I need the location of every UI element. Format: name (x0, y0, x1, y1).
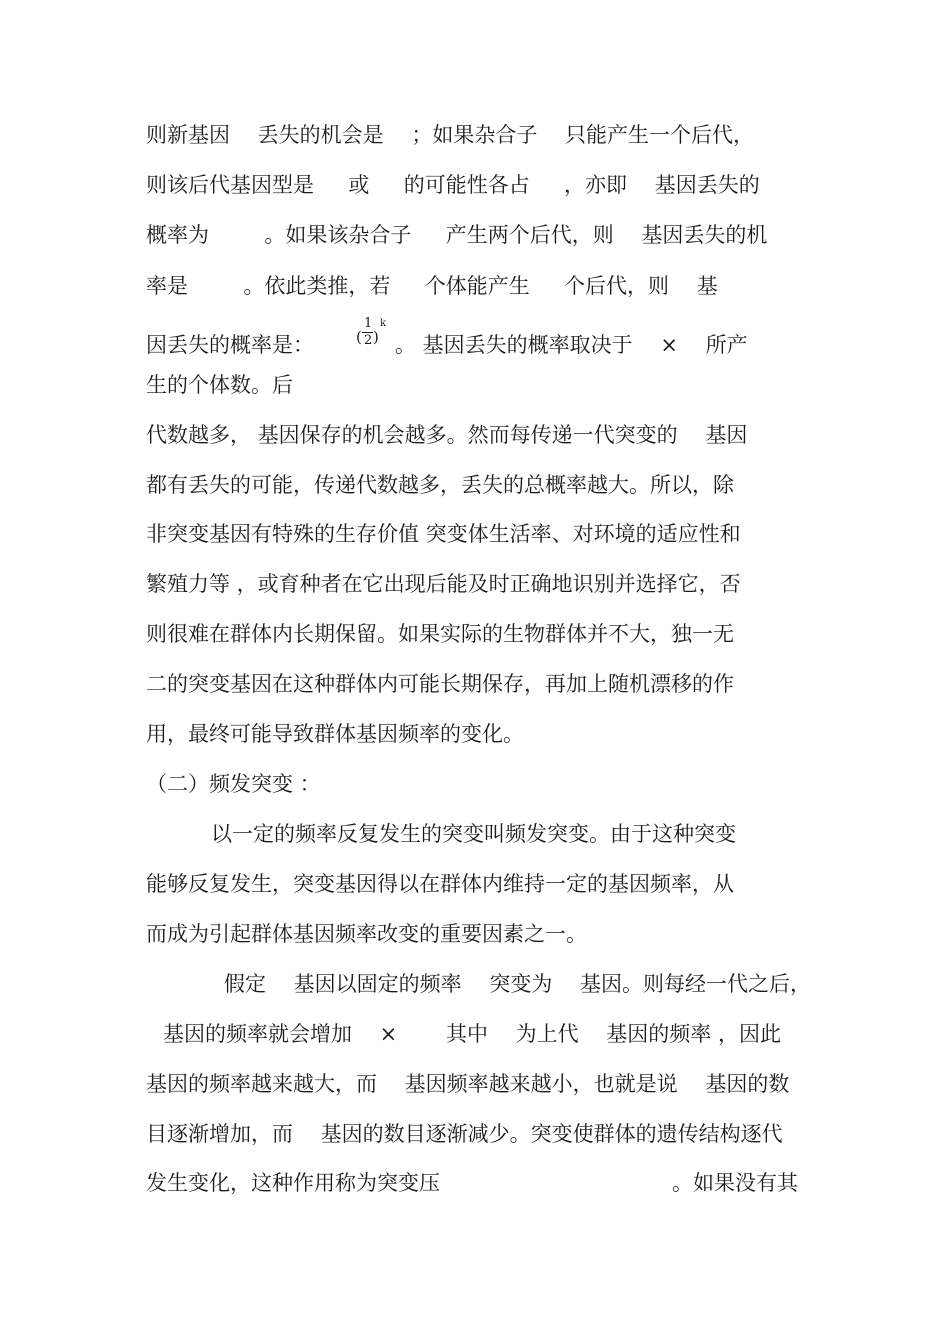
text-line-19: 基因的频率就会增加 × 其中 为上代 基因的频率 ，因此 (163, 1022, 781, 1046)
text-line-17: 而成为引起群体基因频率改变的重要因素之一。 (146, 922, 587, 946)
text-line-10: 繁殖力等 ，或育种者在它出现后能及时正确地识别并选择它，否 (146, 572, 741, 596)
text-line-18: 假定 基因以固定的频率 突变为 基因。则每经一代之后， (224, 972, 812, 996)
text-line-20: 基因的频率越来越大，而 基因频率越来越小，也就是说 基因的数 (146, 1072, 790, 1096)
text-line-5a: 因丢失的概率是： (146, 333, 314, 357)
text-line-1: 则新基因 丢失的机会是 ；如果杂合子 只能产生一个后代， (146, 123, 755, 147)
text-line-8: 都有丢失的可能，传递代数越多，丢失的总概率越大。所以，除 (146, 473, 734, 497)
text-line-22b: 。如果没有其 (672, 1171, 798, 1195)
text-line-4: 率是 。依此类推，若 个体能产生 个后代，则 基 (146, 274, 718, 298)
formula-exponent: k (380, 318, 387, 329)
text-line-15: 以一定的频率反复发生的突变叫频发突变。由于这种突变 (211, 822, 736, 846)
section-heading: （二）频发突变 ： (146, 772, 321, 796)
text-line-12: 二的突变基因在这种群体内可能长期保存，再加上随机漂移的作 (146, 672, 734, 696)
text-line-9: 非突变基因有特殊的生存价值 突变体生活率、对环境的适应性和 (146, 522, 741, 546)
text-line-21: 目逐渐增加，而 基因的数目逐渐减少。突变使群体的遗传结构逐代 (146, 1122, 783, 1146)
text-line-3: 概率为 。如果该杂合子 产生两个后代，则 基因丢失的机 (146, 223, 768, 247)
probability-formula: ( 1 2 ) k (356, 316, 387, 348)
text-line-7: 代数越多， 基因保存的机会越多。然而每传递一代突变的 基因 (146, 423, 748, 447)
text-line-13: 用，最终可能导致群体基因频率的变化。 (146, 722, 524, 746)
text-line-2: 则该后代基因型是 或 的可能性各占 ，亦即 基因丢失的 (146, 173, 760, 197)
text-line-22a: 发生变化，这种作用称为突变压 (146, 1171, 440, 1195)
text-line-5b: 。 基因丢失的概率取决于 × 所产 (395, 333, 748, 357)
formula-denominator: 2 (364, 333, 373, 348)
text-line-6: 生的个体数。后 (146, 373, 293, 397)
text-line-11: 则很难在群体内长期保留。如果实际的生物群体并不大，独一无 (146, 622, 734, 646)
formula-numerator: 1 (364, 316, 373, 331)
text-line-16: 能够反复发生，突变基因得以在群体内维持一定的基因频率，从 (146, 872, 734, 896)
